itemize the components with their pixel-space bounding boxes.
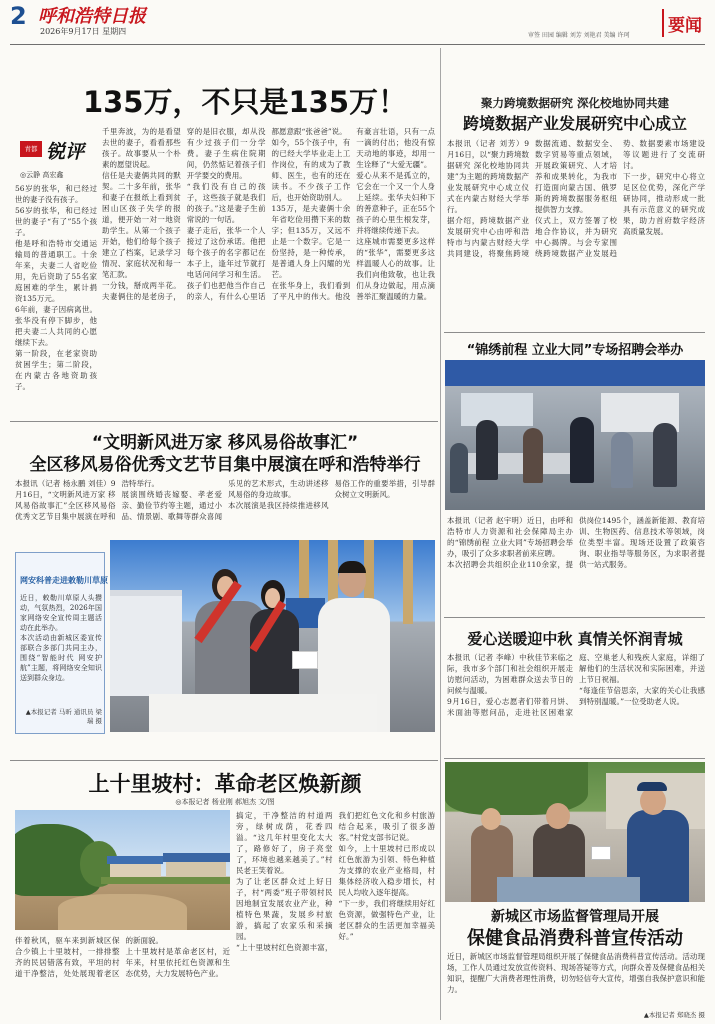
column-divider xyxy=(440,48,441,1020)
issue-date: 2026年9月17日 星期四 xyxy=(40,27,127,36)
job-seeker-5 xyxy=(653,423,677,487)
plaza-pillar-4 xyxy=(403,540,413,624)
info-table xyxy=(497,877,640,902)
village-body-under-photo: 伴着秋风，驱车来到新城区保合少镇上十里坡村，一排排整齐的民居错落有致，平坦的村道干净整洁，处处展现着老区的新面貌。 上十里坡村是革命老区村，近年来，村里依托红色资源和生态优势，大力发展特色产业。 xyxy=(15,936,230,978)
culture-headline-line1: “文明新风进万家 移风易俗故事汇” xyxy=(91,433,359,453)
market-caption: ▲本报记者 郑晓杰 摄 xyxy=(643,1011,705,1019)
village-byline: ◎本报记者 杨业刚 郝旭杰 文/图 xyxy=(175,798,275,806)
village-body-right: 搞定，干净整洁的村道两旁，绿树成荫，花香四溢。“这几年村里变化太大了，路修好了，房子亮堂了，环境也越来越美了。”村民老王笑着说。 为了让老区群众过上好日子，村“两委”班子带领村民因地制宜发展农业产业，种植特色果蔬，发展乡村旅游，搞起了农家乐和采摘园。 “上十里坡村红色资源丰富，我们把红色文化和乡村旅游结合起来，吸引了很多游客。”村党支部书记说。 如今，上十里坡村已形成以红色旅游为引领、特色种植为支撑的农业产业格局，村集体经济收入稳步增长，村民人均收入逐年提高。 “下一步，我们将继续用好红色资源，做强特色产业，让老区群众的生活更加幸福美好。” xyxy=(236,811,435,952)
job-fair-headline: “锦绣前程 立业大同”专场招聘会举办 xyxy=(466,343,684,358)
dirt-path xyxy=(58,894,187,930)
brochure xyxy=(591,846,611,860)
table-cloth xyxy=(149,694,377,732)
cross-border-kicker: 聚力跨境数据研究 深化校地协同共建 xyxy=(480,96,669,110)
page-number: 2 xyxy=(10,2,27,30)
job-seeker-4 xyxy=(611,432,633,488)
market-body: 近日，新城区市场监督管理局组织开展了保健食品消费科普宣传活动。活动现场，工作人员通过发放宣传资料、现场答疑等方式，向群众普及保健食品相关知识，提醒广大消费者理性消费，切勿轻信夸大宣传，增强自我保护意识和能力。 xyxy=(447,952,705,994)
market-headline-line2: 保健食品消费科普宣传活动 xyxy=(467,928,683,949)
stamp-red-block: 青都 xyxy=(20,141,42,157)
commentary-body-columns: 千里奔波，为的是看望去世的妻子，看看那些孩子。故事要从一个朴素的愿望说起。 信任是夫妻俩共同的默契。二十多年前，张华和妻子在报纸上看到贫困山区孩子失学的报道，便开始一对一地资助学生。从第一个孩子开始，他们给每个孩子建立了档案，记录学习情况、家庭状况和每一笔汇款。 一分钱，掰成两半花。夫妻俩住的是老房子，穿的是旧衣服，却从没有少过孩子们一分学费。妻子生病住院期间，仍然惦记着孩子们开学要交的费用。 “我们没有自己的孩子，这些孩子就是我们的孩子。”这是妻子生前常说的一句话。 妻子走后，张华一个人接过了这份承诺。他把每个孩子的名字都记在本子上，逢年过节就打电话问问学习和生活。孩子们也把他当作自己的亲人，有什么心里话都愿意跟“张爸爸”说。 如今，55个孩子中，有的已经大学毕业走上工作岗位，有的成为了教师、医生，也有的还在读书。不少孩子工作后，也开始资助别人。 135万，是夫妻俩十余年省吃俭用攒下来的数字；但135万，又远不止是一个数字。它是一份坚持，是一种传承，是普通人身上闪耀的光芒。 在张华身上，我们看到了平凡中的伟大。他没有豪言壮语，只有一点一滴的付出；他没有惊天动地的事迹，却用一生诠释了“大爱无疆”。 爱心从来不是孤立的，它会在一个又一个人身上延续。张华夫妇种下的善意种子，正在55个孩子的心里生根发芽，并将继续传递下去。 这座城市需要更多这样的“张华”，需要更多这样温暖人心的故事。让我们向他致敬，也让我们从身边做起，用点滴善举汇聚温暖的力量。 xyxy=(102,127,435,301)
village-headline: 上十里坡村：革命老区焕新颜 xyxy=(88,772,362,796)
leaflet xyxy=(292,651,318,669)
cross-border-headline: 跨境数据产业发展研究中心成立 xyxy=(462,114,687,133)
job-fair-bottom-rule xyxy=(444,617,705,618)
hall-banner xyxy=(445,360,705,386)
job-seeker-3 xyxy=(570,417,594,483)
editor-credits: 审签 田园 编辑 刘芳 刘艳君 美编 许珂 xyxy=(528,32,630,39)
house-roof-2 xyxy=(163,853,230,861)
commentary-stamp xyxy=(20,137,106,161)
job-seeker-6 xyxy=(450,443,468,493)
mid-autumn-bottom-rule xyxy=(444,758,705,759)
job-fair-body: 本报讯（记者 赵宇明）近日，由呼和浩特市人力资源和社会保障局主办的“锦绣前程 立业大同”专场招聘会举办，吸引了众多求职者前来应聘。 本次招聘会共组织企业110余家，提供岗位1495个，涵盖新能源、教育培训、生物医药、信息技术等领域，岗位类型丰富。现场还设置了政策咨询、职业指导等服务区，为求职者提供一站式服务。 xyxy=(447,516,705,569)
market-headline-line1: 新城区市场监督管理局开展 xyxy=(491,909,659,925)
header-rule xyxy=(10,44,705,45)
cyber-box-headline: 网安科普走进敕勒川草原 xyxy=(20,576,108,585)
cross-border-bottom-rule xyxy=(444,332,705,333)
masthead-logo: 呼和浩特日报 xyxy=(38,6,146,27)
house-roof-1 xyxy=(107,856,163,864)
cyber-box-caption: ▲本报记者 马昕 通讯员 梁瑞 摄 xyxy=(25,708,102,725)
job-seeker-1 xyxy=(476,420,498,480)
cyber-box-body: 近日，敕勒川草原人头攒动，气氛热烈，2026年国家网络安全宣传周主题活动在此举办。 本次活动由新城区委宣传部联合多部门共同主办，围绕“智能时代 网安护航”主题，将网络安全知识送到群众身边。 xyxy=(20,594,102,682)
man-visitor-hair xyxy=(338,561,366,573)
mid-autumn-body: 本报讯（记者 李峰）中秋佳节来临之际，我市多个部门和社会组织开展走访慰问活动，为困难群众送去节日的问候与温暖。 9月16日，爱心志愿者们带着月饼、米面油等慰问品，走进社区困难家庭、空巢老人和残疾人家庭，详细了解他们的生活状况和实际困难，并送上节日祝福。 “每逢佳节倍思亲，大家的关心让我感到特别温暖。”一位受助老人说。 xyxy=(447,653,705,717)
commentary-body-first-column: 56岁的张华，和已经过世的妻子没有孩子。 56岁的张华，和已经过世的妻子“有了”55个孩子。 他是呼和浩特市交通运输局的普通职工。十余年来，夫妻二人省吃俭用，先后资助了55名家庭困难的学生，累计捐资135万元。 6年前，妻子因病离世。张华没有停下脚步，他把夫妻二人共同的心愿继续下去。 第一阶段，在老家资助贫困学生；第二阶段，在内蒙古各地资助孩子。 xyxy=(15,184,97,391)
commentary-bottom-rule xyxy=(10,421,438,422)
shrub-row xyxy=(101,877,230,884)
commentary-byline: ◎云静 高宏鑫 xyxy=(20,171,64,179)
market-supervision-photo xyxy=(445,762,705,902)
officer-head xyxy=(640,787,666,815)
cultural-event-photo xyxy=(110,540,435,732)
job-seeker-2 xyxy=(523,428,543,483)
culture-body: 本报讯（记者 杨永鹏 刘佳）9月16日，“文明新风进万家 移风易俗故事汇”全区移风易俗优秀文艺节目集中展演在呼和浩特举行。 展演围绕婚丧嫁娶、孝老爱亲、勤俭节约等主题，通过小品、情景剧、歌舞等群众喜闻乐见的艺术形式，生动讲述移风易俗的身边故事。 本次展演是我区持续推进移风易俗工作的重要举措，引导群众树立文明新风。 xyxy=(15,479,435,521)
mid-autumn-headline: 爱心送暖迎中秋 真情关怀润青城 xyxy=(467,630,683,648)
village-photo xyxy=(15,810,230,930)
section-marker-bar xyxy=(662,9,664,37)
hall-window xyxy=(461,393,534,426)
culture-bottom-rule xyxy=(10,760,438,761)
event-tent xyxy=(110,590,182,696)
cyber-box xyxy=(15,552,108,734)
cross-border-body: 本报讯（记者 刘芳）9月16日，以“聚力跨境数据研究 深化校地协同共建”为主题的跨境数据产业发展研究中心成立仪式在内蒙古财经大学举行。 据介绍，跨境数据产业发展研究中心由呼和浩特市与内蒙古财经大学共同建设，将聚焦跨境数据流通、数据安全、数字贸易等重点领域，开展政策研究、人才培养和成果转化，为我市打造面向蒙古国、俄罗斯的跨境数据服务枢纽提供智力支撑。 仪式上，双方签署了校地合作协议，并为研究中心揭牌。与会专家围绕跨境数据产业发展趋势、数据要素市场建设等议题进行了交流研讨。 下一步，研究中心将立足区位优势，深化产学研协同，推动形成一批具有示范意义的研究成果，助力首府数字经济高质量发展。 xyxy=(447,139,705,258)
stamp-calligraphy: 锐评 xyxy=(46,141,85,163)
elderly-man-head xyxy=(546,803,570,829)
section-label: 要闻 xyxy=(668,16,702,36)
culture-headline-line2: 全区移风易俗优秀文艺节目集中展演在呼和浩特举行 xyxy=(29,455,421,475)
job-fair-photo xyxy=(445,360,705,510)
officer-cap xyxy=(637,782,667,791)
commentary-headline: 135万，不只是135万！ xyxy=(82,85,408,119)
